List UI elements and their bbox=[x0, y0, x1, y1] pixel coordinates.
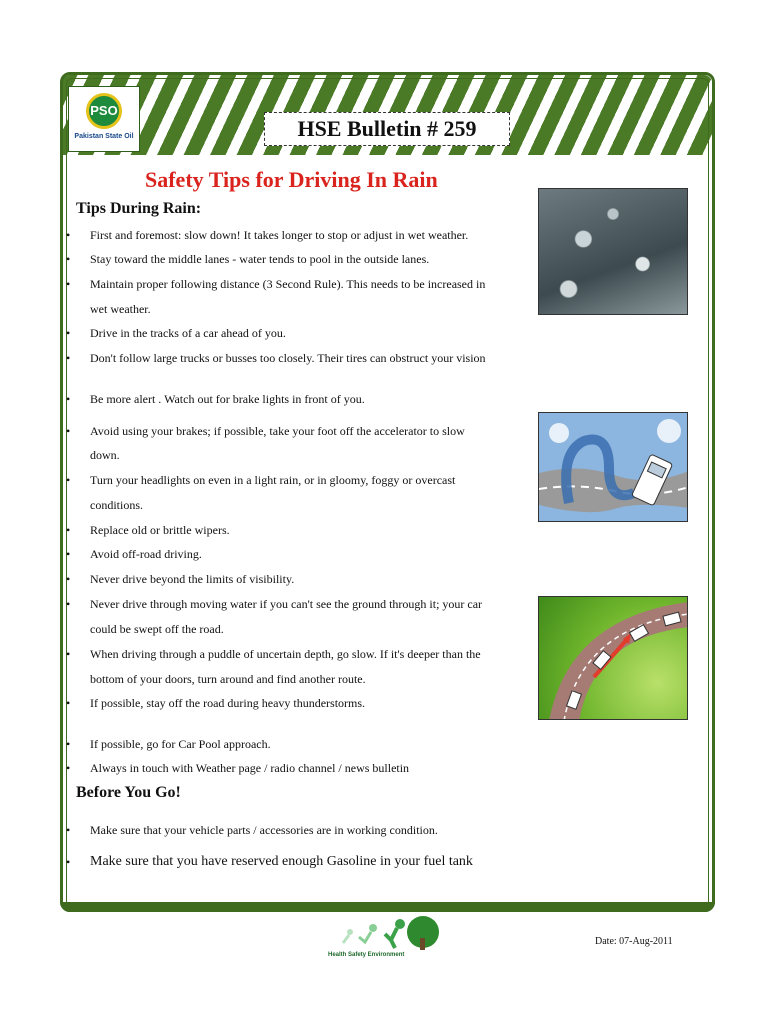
curved-road-image bbox=[538, 596, 688, 720]
section-heading-during-rain: Tips During Rain: bbox=[76, 200, 202, 217]
page-title: Safety Tips for Driving In Rain bbox=[145, 167, 438, 192]
bottom-border-band bbox=[60, 902, 715, 912]
pso-logo-text: Pakistan State Oil bbox=[74, 133, 134, 140]
hse-tree-logo bbox=[325, 912, 455, 968]
bulletin-title: HSE Bulletin # 259 bbox=[264, 112, 510, 146]
section-heading-before-you-go: Before You Go! bbox=[76, 784, 181, 801]
rain-windshield-image bbox=[538, 188, 688, 315]
hse-logo-text: Health Safety Environment bbox=[328, 952, 405, 958]
skid-car-image bbox=[538, 412, 688, 522]
bulletin-date: Date: 07-Aug-2011 bbox=[595, 936, 673, 947]
pso-logo bbox=[68, 86, 140, 152]
pso-logo-badge: PSO bbox=[86, 93, 122, 129]
